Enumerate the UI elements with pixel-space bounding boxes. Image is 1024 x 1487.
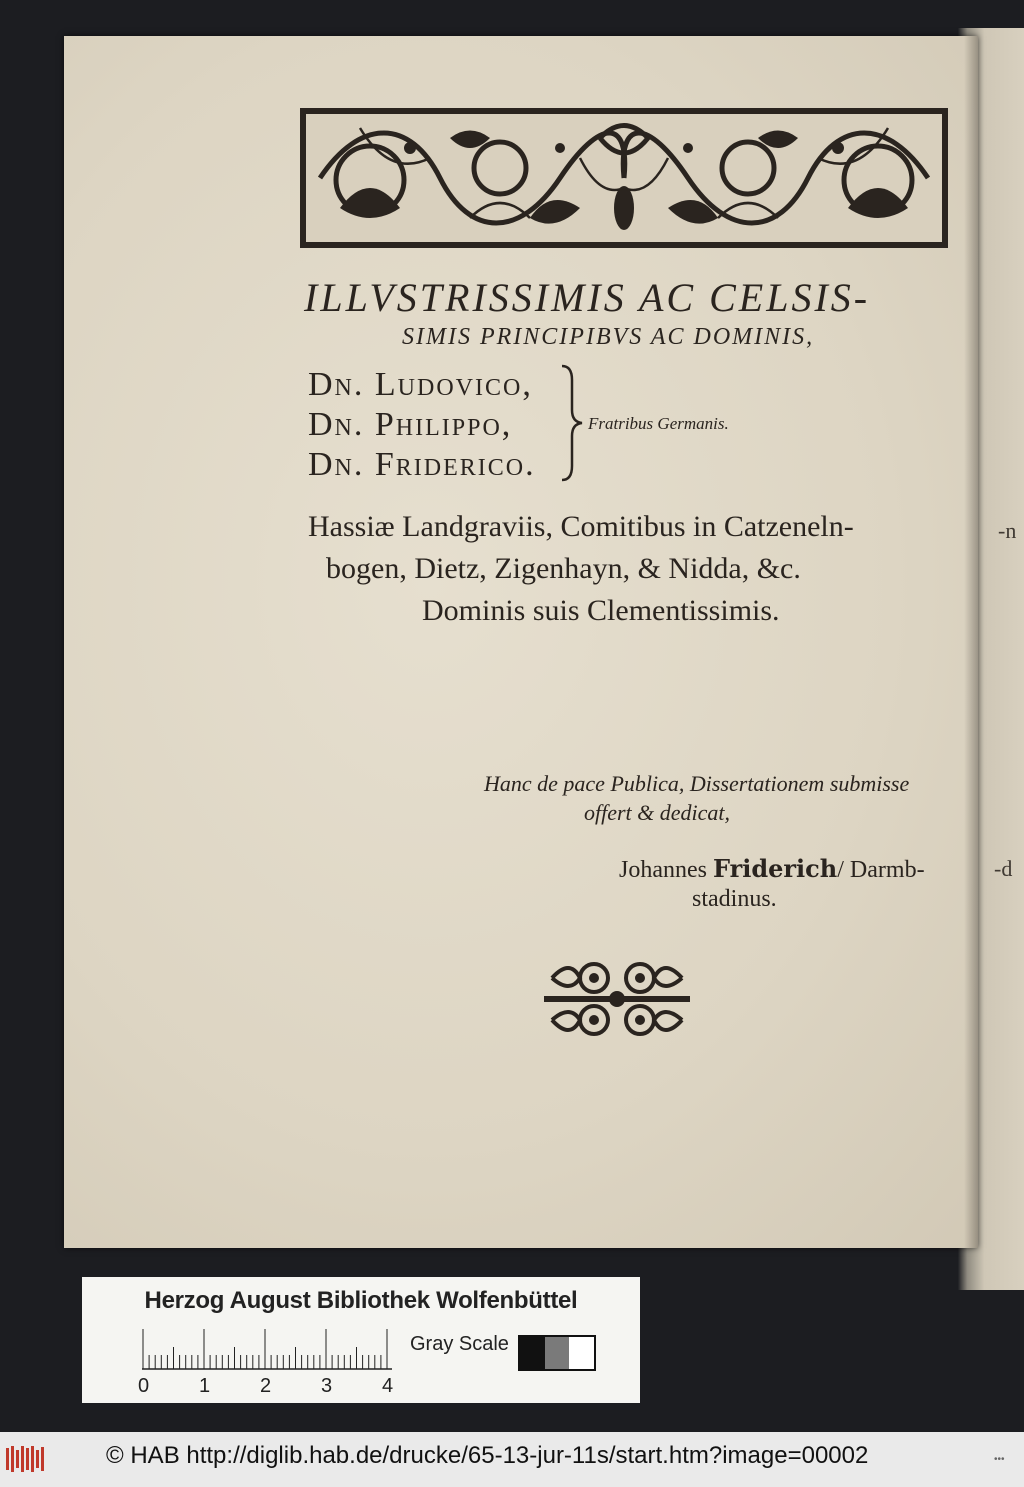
ruler-scale-icon (142, 1329, 402, 1371)
curly-brace-icon (556, 362, 586, 484)
heading-line-2: SIMIS PRINCIPIBVS AC DOMINIS, (402, 324, 815, 350)
ornament-tailpiece-icon (544, 956, 690, 1042)
library-name: Herzog August Bibliothek Wolfenbüttel (144, 1287, 578, 1314)
ruler-number: 4 (382, 1375, 394, 1397)
title-line-3: Dominis suis Clementissimis. (422, 594, 780, 627)
name-line (308, 366, 533, 404)
name-text: Philippo, (374, 406, 513, 443)
swatch-black (520, 1337, 545, 1369)
title-line-2: bogen, Dietz, Zigenhayn, & Nidda, &c. (326, 552, 801, 585)
footer-dots: ••• (994, 1454, 1005, 1465)
ornament-headpiece-icon (300, 108, 948, 248)
author-line-2: stadinus. (692, 886, 777, 912)
name-text: Friderico. (374, 446, 536, 483)
ruler-number: 3 (321, 1375, 333, 1397)
facing-text-fragment: -d (994, 856, 1013, 881)
author-line-1 (619, 854, 925, 884)
library-color-card (82, 1277, 640, 1403)
hab-logo-icon (6, 1444, 46, 1474)
name-prefix: Dn. (308, 366, 365, 403)
grayscale-label: Gray Scale (410, 1333, 509, 1355)
facing-text-fragment: -n (998, 518, 1017, 543)
name-prefix: Dn. (308, 446, 365, 483)
heading-line-1: ILLVSTRISSIMIS AC CELSIS- (304, 275, 871, 320)
author-surname: Friderich (712, 854, 838, 883)
swatch-gray (545, 1337, 570, 1369)
footer-copyright-url: © HAB http://diglib.hab.de/drucke/65-13-jur-11s/start.htm?image=00002 (106, 1442, 869, 1469)
swatch-white (569, 1337, 594, 1369)
book-page (64, 36, 978, 1248)
brace-label: Fratribus Germanis. (588, 414, 729, 433)
footer-bar (0, 1432, 1024, 1487)
name-line (308, 406, 512, 444)
dedication-line-1: Hanc de pace Publica, Dissertationem submisse (484, 771, 910, 796)
title-line-1: Hassiæ Landgraviis, Comitibus in Catzeneln- (308, 510, 854, 543)
ruler-number: 0 (138, 1375, 150, 1397)
grayscale-swatch (518, 1335, 596, 1371)
page-edge-shadow (964, 36, 978, 1248)
author-first-name: Johannes (619, 857, 707, 883)
name-prefix: Dn. (308, 406, 365, 443)
author-place-start: / Darmb- (837, 857, 925, 883)
ruler-number: 1 (199, 1375, 211, 1397)
dedication-line-2: offert & dedicat, (584, 800, 731, 825)
name-text: Ludovico, (374, 366, 533, 403)
ruler-number: 2 (260, 1375, 272, 1397)
name-line (308, 446, 536, 484)
